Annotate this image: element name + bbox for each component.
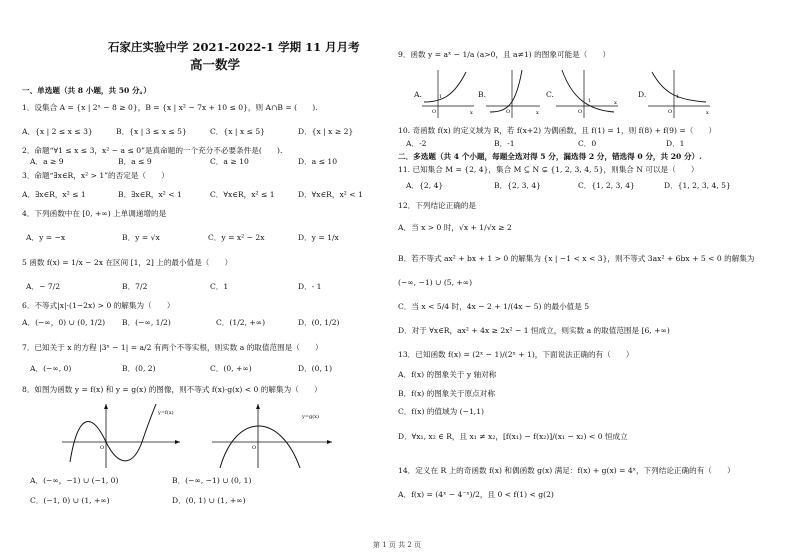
q1-option-d: D．{x | x ≥ 2}	[298, 127, 354, 136]
q4-option-c: C．y = x² − 2x	[208, 233, 265, 242]
q8-graphs-figure	[62, 402, 362, 470]
q9d-origin: O	[668, 109, 673, 115]
question-8: 8．如图为函数 y = f(x) 和 y = g(x) 的图像，则不等式 f(x)·g(x) < 0 的解集为（ ）	[22, 385, 322, 394]
question-13: 13．已知函数 f(x) = (2ˣ − 1)/(2ˣ + 1)，下面说法正确的有（ ）	[398, 350, 634, 359]
q2-option-a: A．a ≥ 9	[30, 157, 64, 166]
q12-option-b-answer: (−∞, −1) ∪ (5, +∞)	[398, 278, 473, 287]
g-label: y=g(x)	[302, 414, 319, 420]
q2-option-c: C．a ≥ 10	[210, 157, 249, 166]
page-footer: 第 1 页 共 2 页	[372, 541, 422, 549]
q11-option-c: C．{1, 2, 3, 4}	[578, 181, 635, 190]
graph-f	[62, 404, 180, 468]
q9c-origin: O	[578, 109, 583, 115]
q11-option-d: D．{1, 2, 3, 4, 5}	[664, 181, 731, 190]
q12-option-d: D．对于 ∀x∈R，ax² + 4x ≥ 2x² − 1 恒成立，则实数 a 的取值范围是 [6, +∞)	[398, 326, 670, 335]
q7-option-a: A．(−∞, 0)	[30, 364, 72, 373]
graph-g	[212, 404, 332, 468]
q9-option-a: A.	[414, 90, 422, 99]
q8-option-c: C．(−1, 0) ∪ (1, +∞)	[30, 496, 110, 505]
q9d-x: x	[706, 110, 709, 116]
q8-option-a: A．(−∞，−1) ∪ (−1, 0)	[30, 476, 119, 485]
q13-option-c: C．f(x) 的值域为 (−1,1)	[398, 407, 484, 416]
q4-option-a: A．y = −x	[26, 233, 66, 242]
exam-subtitle: 高一数学	[190, 57, 241, 72]
f-label: y=f(x)	[158, 410, 174, 416]
q9-option-b: B.	[478, 90, 486, 99]
question-7: 7．已知关于 x 的方程 |3ˣ − 1| = a/2 有两个不等实根，则实数 a 的取值范围是（ ）	[22, 343, 323, 352]
q7-option-d: D．(0, 1)	[298, 364, 333, 373]
q9-graphs-figure	[422, 68, 712, 120]
q5-option-d: D．- 1	[298, 282, 322, 291]
question-12: 12．下列结论正确的是	[398, 201, 477, 210]
q10-option-b: B．-1	[494, 139, 515, 148]
q12-option-c: C．当 x < 5/4 时，4x − 2 + 1/(4x − 5) 的最小值是 5	[398, 302, 590, 311]
q9c-x: x	[614, 100, 617, 106]
q8-option-d: D．(0, 1) ∪ (1, +∞)	[172, 496, 246, 505]
q9a-x: x	[470, 110, 473, 116]
question-6: 6．不等式|x|·(1−2x) > 0 的解集为（ ）	[22, 301, 175, 310]
exam-title: 石家庄实验中学 2021-2022-1 学期 11 月月考	[108, 40, 360, 54]
q5-option-c: C．1	[210, 282, 229, 291]
q9a-one: 1	[439, 94, 443, 100]
q6-option-a: A．(−∞，0) ∪ (0, 1/2)	[22, 318, 106, 327]
q6-option-c: C．(1/2, +∞)	[216, 318, 266, 327]
q3-option-b: B．∃x∈R，x² < 1	[118, 190, 182, 199]
q9d-one: 1	[676, 94, 680, 100]
q1-option-b: B．{x | 3 ≤ x ≤ 5}	[116, 127, 187, 136]
question-11: 11. 已知集合 M = {2, 4}，集合 M ⊆ N ⊊ {1, 2, 3, 4, 5}，则集合 N 可以是（ ）	[398, 165, 699, 174]
f-origin: O	[100, 445, 105, 451]
q9-graph-c	[556, 70, 618, 118]
q9-graph-d	[648, 70, 710, 118]
question-10: 10. 奇函数 f(x) 的定义域为 R，若 f(x+2) 为偶函数，且 f(1) = 1，则 f(8) + f(9) =（ ）	[398, 126, 717, 135]
q13-option-d: D．∀x₁, x₂ ∈ R，且 x₁ ≠ x₂，[f(x₁) − f(x₂)]/(x₁ − x₂) < 0 恒成立	[398, 432, 628, 441]
section-multi-choice: 二．多选题（共 4 个小题，每题全选对得 5 分，漏选得 2 分，错选得 0 分，共 20 分）.	[398, 152, 702, 161]
q9-graph-a	[422, 70, 474, 118]
q7-option-c: C．(0, +∞)	[210, 364, 252, 373]
question-2: 2．命题“∀1 ≤ x ≤ 3，x² − a ≤ 0”是真命题的一个充分不必要条件是( ).	[22, 146, 283, 155]
question-5: 5 函数 f(x) = 1/x − 2x 在区间 [1，2] 上的最小值是（ ）	[22, 258, 233, 267]
q8-option-b: B．(−∞, −1) ∪ (0, 1)	[172, 476, 252, 485]
q13-option-b: B．f(x) 的图象关于原点对称	[398, 389, 495, 398]
section-single-choice: 一、单选题（共 8 小题，共 50 分。）	[22, 86, 151, 95]
q4-option-d: D．y = 1/x	[298, 233, 339, 242]
q9-option-d: D.	[638, 90, 647, 99]
q9b-origin: O	[506, 109, 511, 115]
q10-option-a: A．-2	[406, 139, 427, 148]
q12-option-b: B．若不等式 ax² + bx + 1 > 0 的解集为 {x | −1 < x < 3}，则不等式 3ax² + 6bx + 5 < 0 的解集为	[398, 254, 755, 263]
q6-option-d: D．(0, 1/2)	[298, 318, 340, 327]
q6-option-b: B．(−∞, 1/2)	[122, 318, 171, 327]
question-4: 4．下列函数中在 [0, +∞) 上单调递增的是	[22, 209, 167, 218]
q7-option-b: B．(0, 2)	[122, 364, 156, 373]
q3-option-a: A．∃x∈R，x² ≤ 1	[22, 190, 86, 199]
g-origin: O	[252, 445, 257, 451]
q4-option-b: B．y = √x	[122, 233, 160, 242]
q12-option-a: A．当 x > 0 时，√x + 1/√x ≥ 2	[398, 223, 512, 232]
q9a-origin: O	[432, 109, 437, 115]
question-9: 9．函数 y = aˣ − 1/a (a>0，且 a≠1) 的图象可能是（ ）	[398, 50, 611, 59]
q10-option-c: C．0	[578, 139, 597, 148]
q1-option-a: A．{x | 2 ≤ x ≤ 3}	[22, 127, 93, 136]
q2-option-b: B．a ≤ 9	[118, 157, 152, 166]
q9-option-c: C.	[546, 90, 554, 99]
q5-option-a: A．− 7/2	[26, 282, 61, 291]
q13-option-a: A．f(x) 的图象关于 y 轴对称	[398, 370, 497, 379]
q9c-one: 1	[588, 98, 592, 104]
q9b-x: x	[536, 110, 539, 116]
q14-option-a: A．f(x) = (4ˣ − 4⁻ˣ)/2，且 0 < f(1) < g(2)	[398, 490, 554, 499]
q3-option-c: C．∀x∈R，x² ≤ 1	[210, 190, 275, 199]
q9-graph-b	[486, 70, 540, 118]
question-14: 14．定义在 R 上的奇函数 f(x) 和偶函数 g(x) 满足：f(x) + g(x) = 4ˣ，下列结论正确的有（ ）	[398, 466, 735, 475]
q1-option-c: C．{x | x ≤ 5}	[210, 127, 266, 136]
question-1: 1．设集合 A = {x | 2ˣ − 8 ≥ 0}，B = {x | x² − 7x + 10 ≤ 0}，则 A∩B = ( ).	[22, 103, 318, 112]
question-3: 3．命题“∃x∈R，x² > 1”的否定是（ ）	[22, 171, 169, 180]
q2-option-d: D．a ≤ 10	[298, 157, 338, 166]
q11-option-a: A．{2, 4}	[406, 181, 444, 190]
q3-option-d: D．∀x∈R，x² < 1	[298, 190, 363, 199]
q5-option-b: B．7/2	[122, 282, 148, 291]
q10-option-d: D．1	[666, 139, 685, 148]
q11-option-b: B．{2, 3, 4}	[494, 181, 541, 190]
